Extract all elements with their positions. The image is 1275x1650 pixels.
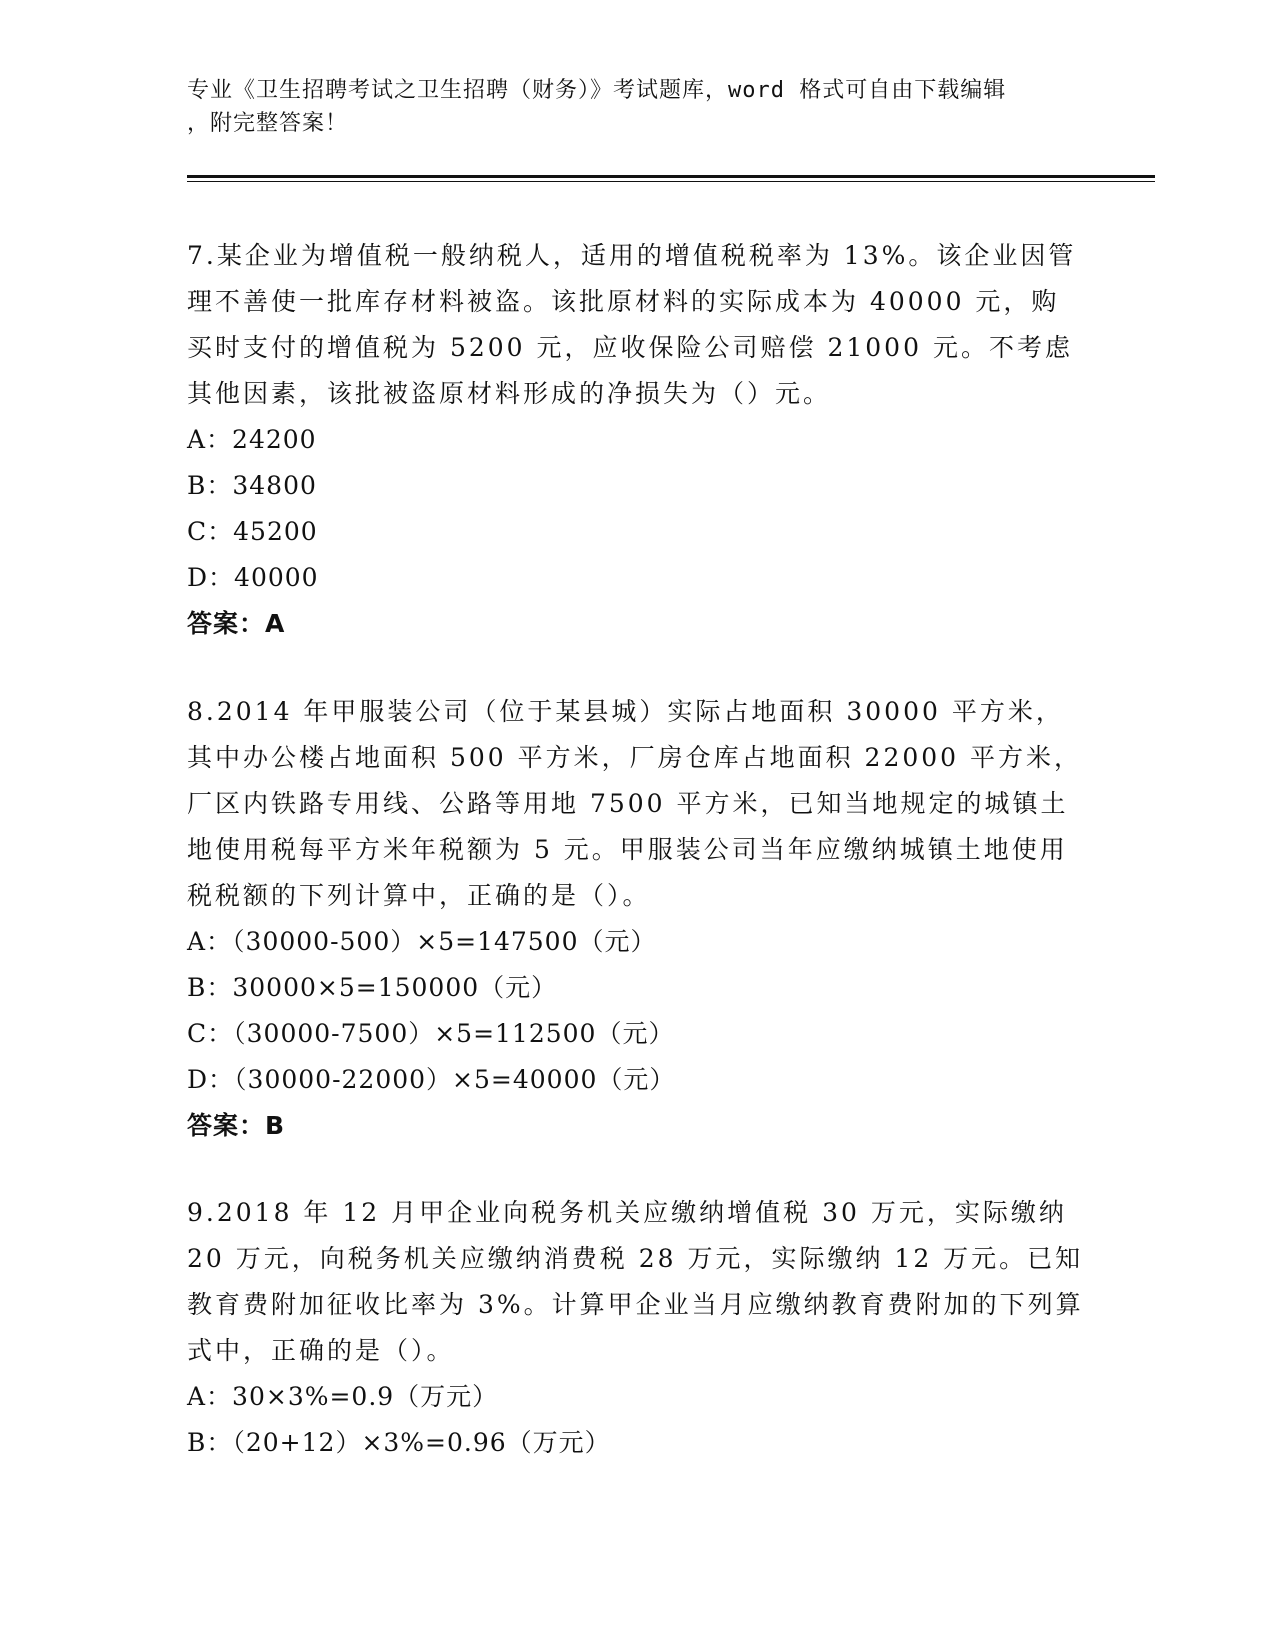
option-a: A：（30000-500）×5=147500（元） bbox=[187, 927, 657, 956]
option-a: A：30×3%=0.9（万元） bbox=[187, 1382, 499, 1411]
answer: 答案：B bbox=[187, 1111, 286, 1140]
question-7 bbox=[187, 233, 1087, 647]
question-stem: 9.2018 年 12 月甲企业向税务机关应缴纳增值税 30 万元，实际缴纳 20 万元，向税务机关应缴纳消费税 28 万元，实际缴纳 12 万元。已知教育费附加征收比率为 3%。计算甲企业当月应缴纳教育费附加的下列算式中，正确的是（）。 bbox=[187, 1198, 1084, 1365]
option-b: B：34800 bbox=[187, 471, 317, 500]
option-a: A：24200 bbox=[187, 425, 317, 454]
question-8 bbox=[187, 689, 1087, 1149]
option-b: B：（20+12）×3%=0.96（万元） bbox=[187, 1428, 611, 1457]
header-rule-thin bbox=[187, 181, 1155, 182]
question-stem: 7.某企业为增值税一般纳税人，适用的增值税税率为 13%。该企业因管理不善使一批库存材料被盗。该批原材料的实际成本为 40000 元，购买时支付的增值税为 5200 元，应收保险公司赔偿 21000 元。不考虑其他因素，该批被盗原材料形成的净损失为（）元。 bbox=[187, 241, 1077, 408]
document-header bbox=[187, 74, 1087, 140]
header-line-1: 专业《卫生招聘考试之卫生招聘（财务）》考试题库，word 格式可自由下载编辑 bbox=[187, 78, 1007, 103]
option-b: B：30000×5=150000（元） bbox=[187, 973, 558, 1002]
header-line-2: ，附完整答案！ bbox=[187, 111, 349, 136]
option-c: C：45200 bbox=[187, 517, 318, 546]
question-9 bbox=[187, 1190, 1087, 1466]
option-c: C：（30000-7500）×5=112500（元） bbox=[187, 1019, 675, 1048]
header-rule-thick bbox=[187, 175, 1155, 178]
option-d: D：（30000-22000）×5=40000（元） bbox=[187, 1065, 676, 1094]
answer: 答案：A bbox=[187, 609, 286, 638]
question-stem: 8.2014 年甲服装公司（位于某县城）实际占地面积 30000 平方米，其中办公楼占地面积 500 平方米，厂房仓库占地面积 22000 平方米，厂区内铁路专用线、公路等用地 7500 平方米，已知当地规定的城镇土地使用税每平方米年税额为 5 元。甲服装公司当年应缴纳城镇土地使用税税额的下列计算中，正确的是（）。 bbox=[187, 697, 1083, 910]
option-d: D：40000 bbox=[187, 563, 319, 592]
